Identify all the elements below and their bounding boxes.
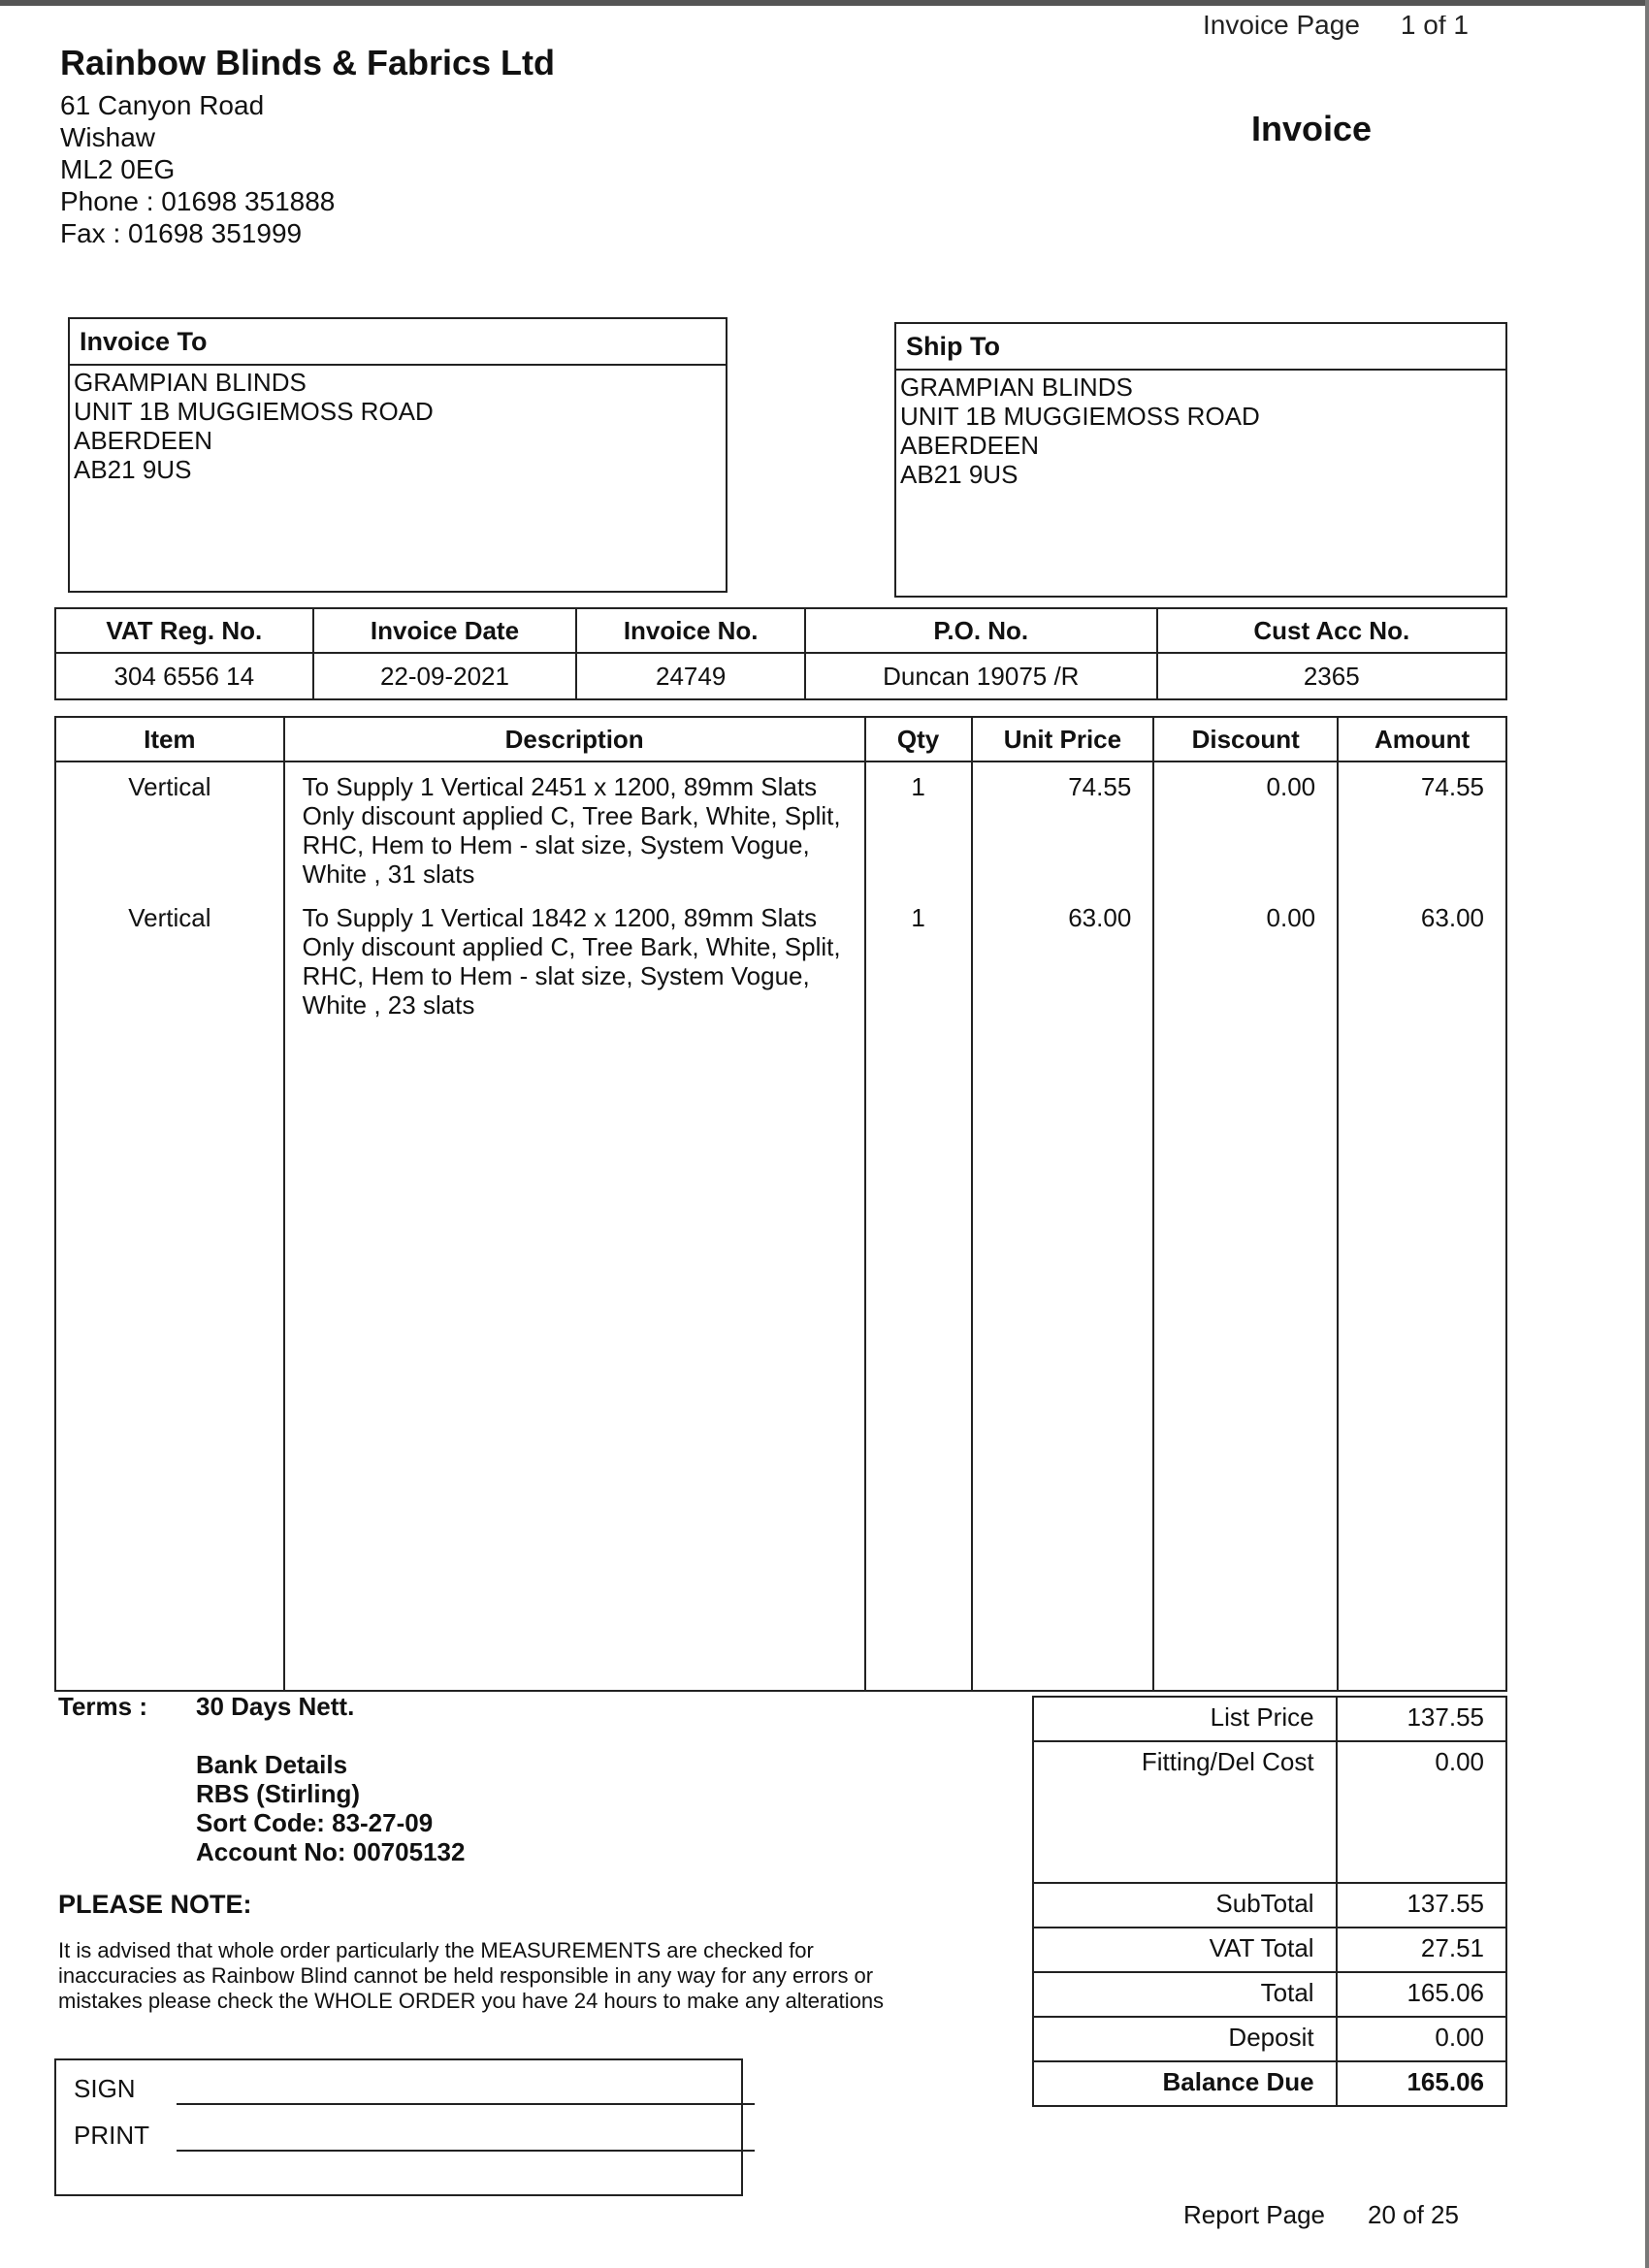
balance-row — [1033, 2061, 1506, 2106]
ship-to-line: AB21 9US — [900, 460, 1018, 489]
description-cell: To Supply 1 Vertical 2451 x 1200, 89mm Slats Only discount applied C, Tree Bark, White, Split, RHC, Hem to Hem - slat size, System Vogue, White , 31 slats — [284, 761, 865, 893]
info-header-row — [55, 608, 1506, 653]
report-page-value: 20 of 25 — [1367, 2200, 1459, 2229]
table-row — [55, 761, 1506, 893]
subtotal-label: SubTotal — [1033, 1883, 1337, 1928]
po-no-header: P.O. No. — [805, 608, 1157, 653]
subtotal-value: 137.55 — [1337, 1883, 1506, 1928]
print-line[interactable] — [177, 2150, 755, 2152]
invoice-no-header: Invoice No. — [576, 608, 805, 653]
print-label: PRINT — [74, 2121, 149, 2150]
filler-cell — [1153, 1025, 1338, 1691]
table-filler-row — [55, 1025, 1506, 1691]
vat-row — [1033, 1928, 1506, 1972]
invoice-page-value: 1 of 1 — [1400, 16, 1469, 40]
subtotal-row — [1033, 1883, 1506, 1928]
bank-details-line: RBS (Stirling) — [196, 1779, 360, 1808]
ship-to-line: UNIT 1B MUGGIEMOSS ROAD — [900, 402, 1260, 431]
unit-price-header: Unit Price — [972, 717, 1154, 761]
invoice-page-indicator — [1203, 16, 1509, 43]
list-price-value: 137.55 — [1337, 1697, 1506, 1741]
company-address-line: ML2 0EG — [60, 154, 176, 184]
deposit-label: Deposit — [1033, 2017, 1337, 2061]
po-no-value: Duncan 19075 /R — [805, 653, 1157, 699]
invoice-no-value: 24749 — [576, 653, 805, 699]
unit-price-cell: 74.55 — [972, 761, 1154, 893]
filler-cell — [865, 1025, 972, 1691]
line-items-table — [54, 716, 1507, 1692]
vat-value: 27.51 — [1337, 1928, 1506, 1972]
item-cell: Vertical — [55, 893, 284, 1025]
filler-cell — [972, 1025, 1154, 1691]
total-value: 165.06 — [1337, 1972, 1506, 2017]
ship-to-heading: Ship To — [896, 324, 1505, 371]
amount-cell: 63.00 — [1338, 893, 1506, 1025]
invoice-to-line: AB21 9US — [74, 455, 192, 484]
qty-cell: 1 — [865, 761, 972, 893]
filler-cell — [284, 1025, 865, 1691]
cust-acc-value: 2365 — [1157, 653, 1506, 699]
description-header: Description — [284, 717, 865, 761]
fitting-value: 0.00 — [1337, 1741, 1506, 1883]
company-address-line: Wishaw — [60, 122, 156, 152]
qty-cell: 1 — [865, 893, 972, 1025]
note-line: mistakes please check the WHOLE ORDER you have 24 hours to make any alterations — [58, 1989, 885, 2013]
ship-to-line: ABERDEEN — [900, 431, 1040, 460]
balance-label: Balance Due — [1033, 2061, 1337, 2106]
report-page-label: Report Page — [1183, 2200, 1325, 2229]
note-line: inaccuracies as Rainbow Blind cannot be held responsible in any way for any errors or — [58, 1963, 874, 1988]
vat-label: VAT Total — [1033, 1928, 1337, 1972]
report-page-indicator — [1183, 2200, 1459, 2230]
invoice-to-line: ABERDEEN — [74, 426, 213, 455]
total-label: Total — [1033, 1972, 1337, 2017]
cust-acc-header: Cust Acc No. — [1157, 608, 1506, 653]
discount-cell: 0.00 — [1153, 761, 1338, 893]
description-cell: To Supply 1 Vertical 1842 x 1200, 89mm Slats Only discount applied C, Tree Bark, White, Split, RHC, Hem to Hem - slat size, System Vogue, White , 23 slats — [284, 893, 865, 1025]
table-row — [55, 893, 1506, 1025]
item-cell: Vertical — [55, 761, 284, 893]
list-price-row — [1033, 1697, 1506, 1741]
invoice-info-table — [54, 607, 1507, 700]
bank-details-line: Bank Details — [196, 1750, 348, 1779]
filler-cell — [55, 1025, 284, 1691]
unit-price-cell: 63.00 — [972, 893, 1154, 1025]
fitting-label: Fitting/Del Cost — [1033, 1741, 1337, 1883]
bank-details — [196, 1750, 465, 1866]
vat-reg-header: VAT Reg. No. — [55, 608, 313, 653]
amount-cell: 74.55 — [1338, 761, 1506, 893]
ship-to-address — [896, 371, 1505, 491]
totals-table — [1032, 1696, 1507, 2107]
sign-line[interactable] — [177, 2103, 755, 2105]
deposit-value: 0.00 — [1337, 2017, 1506, 2061]
filler-cell — [1338, 1025, 1506, 1691]
scan-edge-top — [0, 0, 1649, 6]
company-name: Rainbow Blinds & Fabrics Ltd — [60, 43, 556, 82]
company-fax: Fax : 01698 351999 — [60, 218, 303, 248]
deposit-row — [1033, 2017, 1506, 2061]
scan-edge-right — [1645, 0, 1649, 2268]
bank-details-line: Sort Code: 83-27-09 — [196, 1808, 434, 1837]
info-value-row — [55, 653, 1506, 699]
discount-header: Discount — [1153, 717, 1338, 761]
signature-box — [54, 2058, 743, 2196]
invoice-to-box — [68, 317, 728, 593]
company-address — [60, 89, 335, 249]
vat-reg-value: 304 6556 14 — [55, 653, 313, 699]
invoice-date-value: 22-09-2021 — [313, 653, 577, 699]
discount-cell: 0.00 — [1153, 893, 1338, 1025]
bank-details-line: Account No: 00705132 — [196, 1837, 466, 1866]
line-items-header-row — [55, 717, 1506, 761]
invoice-date-header: Invoice Date — [313, 608, 577, 653]
company-address-line: 61 Canyon Road — [60, 90, 265, 120]
ship-to-box — [894, 322, 1507, 598]
note-line: It is advised that whole order particularly the MEASUREMENTS are checked for — [58, 1938, 814, 1962]
balance-value: 165.06 — [1337, 2061, 1506, 2106]
company-phone: Phone : 01698 351888 — [60, 186, 336, 216]
document-title: Invoice — [1251, 109, 1373, 148]
invoice-page-label: Invoice Page — [1203, 16, 1360, 40]
note-title: PLEASE NOTE: — [58, 1890, 252, 1919]
ship-to-line: GRAMPIAN BLINDS — [900, 373, 1133, 402]
qty-header: Qty — [865, 717, 972, 761]
invoice-to-heading: Invoice To — [70, 319, 726, 366]
amount-header: Amount — [1338, 717, 1506, 761]
total-row — [1033, 1972, 1506, 2017]
sign-label: SIGN — [74, 2074, 136, 2103]
item-header: Item — [55, 717, 284, 761]
terms-label: Terms : — [58, 1692, 147, 1721]
fitting-row — [1033, 1741, 1506, 1883]
list-price-label: List Price — [1033, 1697, 1337, 1741]
invoice-to-line: UNIT 1B MUGGIEMOSS ROAD — [74, 397, 434, 426]
invoice-to-line: GRAMPIAN BLINDS — [74, 368, 307, 397]
invoice-to-address — [70, 366, 726, 486]
note-text — [58, 1938, 989, 2014]
terms-value: 30 Days Nett. — [196, 1692, 355, 1721]
